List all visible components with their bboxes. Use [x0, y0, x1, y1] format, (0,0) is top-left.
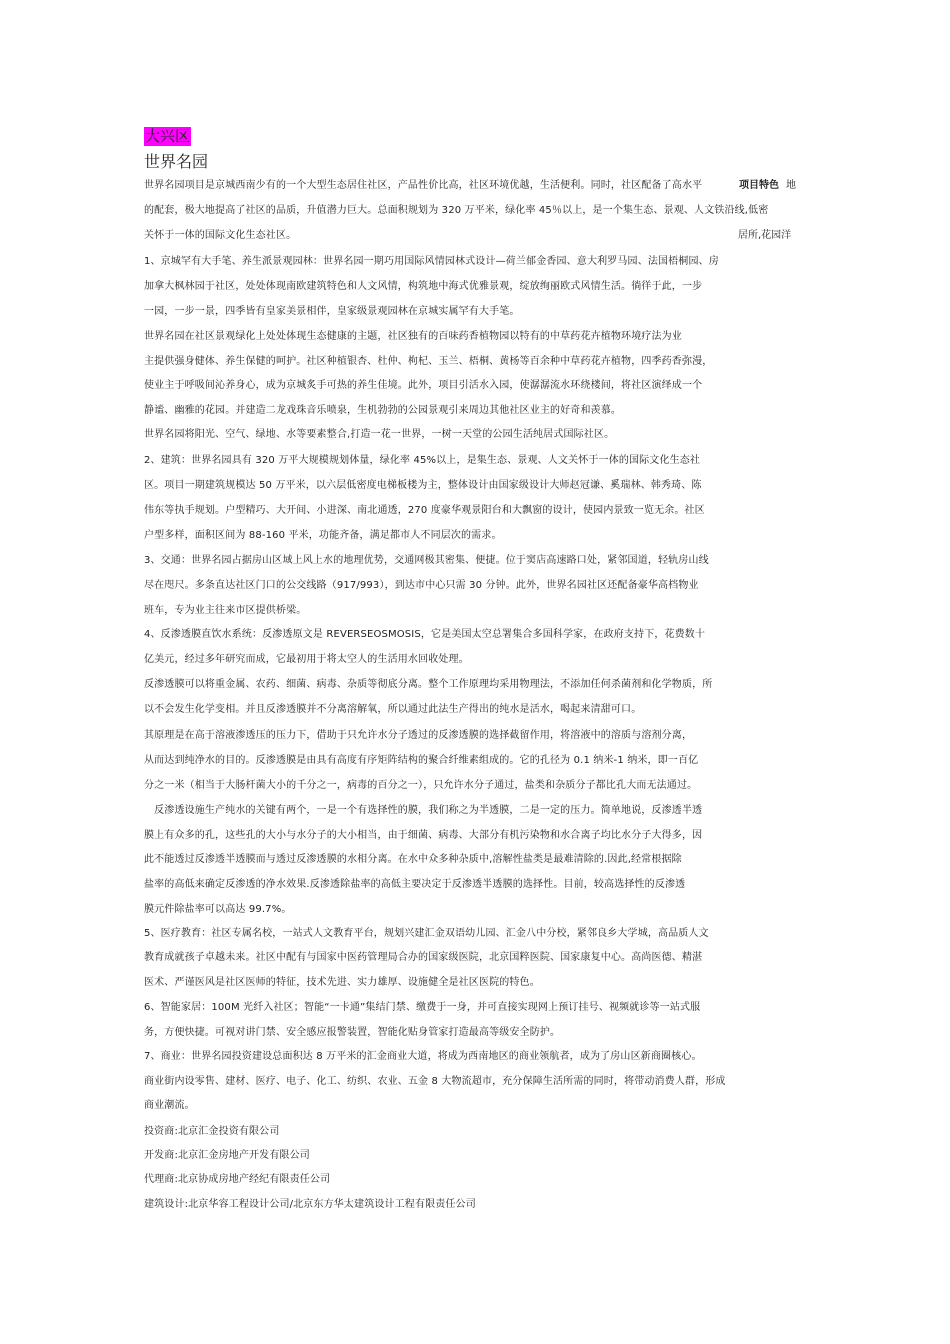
- body-line: 其原理是在高于溶液渗透压的压力下，借助于只允许水分子透过的反渗透膜的选择截留作用，将溶液中的溶质与溶剂分离，: [144, 730, 693, 741]
- body-line: 商业潮流。: [144, 1100, 195, 1111]
- body-line: 主提供强身健体、养生保健的呵护。社区种植银杏、杜仲、枸杞、玉兰、梧桐、黄杨等百余种中草药花卉植物，四季药香弥漫，: [144, 356, 713, 367]
- body-line: 伟东等执手规划。户型精巧、大开间、小进深、南北通透，270 度豪华观景阳台和大飘窗的设计，使园内景致一览无余。社区: [144, 505, 705, 516]
- body-line: 7、商业：世界名园投资建设总面积达 8 万平米的汇金商业大道，将成为西南地区的商业领航者，成为了房山区新商圈核心。: [144, 1051, 702, 1062]
- body-line: 反渗透膜可以将重金属、农药、细菌、病毒、杂质等彻底分离。整个工作原理均采用物理法，不添加任何杀菌剂和化学物质，所: [144, 679, 713, 690]
- body-line: 开发商:北京汇金房地产开发有限公司: [144, 1150, 310, 1161]
- body-line: 从而达到纯净水的目的。反渗透膜是由具有高度有序矩阵结构的聚合纤维素组成的。它的孔径为 0.1 纳米-1 纳米，即一百亿: [144, 755, 699, 766]
- body-line: 3、交通：世界名园占据房山区域上风上水的地理优势，交通网极其密集、便捷。位于窦店高速路口处，紧邻国道，轻轨房山线: [144, 555, 709, 566]
- body-line: 1、京城罕有大手笔、养生派景观园林：世界名园一期巧用国际风情园林式设计—荷兰郁金香园、意大利罗马园、法国梧桐园、房: [144, 256, 719, 267]
- body-line: 2、建筑：世界名园具有 320 万平大规模规划体量，绿化率 45%以上，是集生态、景观、人文关怀于一体的国际文化生态社: [144, 455, 701, 466]
- body-line: 班车，专为业主往来市区提供桥梁。: [144, 605, 307, 616]
- body-line: 世界名园项目是京城西南少有的一个大型生态居住社区，产品性价比高，社区环境优越，生活便利。同时，社区配备了高水平: [144, 180, 703, 191]
- body-line: 使业主于呼吸间沁养身心，成为京城炙手可热的养生佳境。此外，项目引活水入园，使潺潺流水环绕楼间，将社区演绎成一个: [144, 380, 703, 391]
- body-line: 4、反渗透膜直饮水系统：反渗透原文是 REVERSEOSMOSIS，它是美国太空总署集合多国科学家，在政府支持下，花费数十: [144, 629, 706, 640]
- body-line: 5、医疗教育：社区专属名校，一站式人文教育平台，规划兴建汇金双语幼儿园、汇金八中分校，紧邻良乡大学城，高品质人文: [144, 928, 709, 939]
- body-line: 亿美元，经过多年研究而成，它最初用于将太空人的生活用水回收处理。: [144, 654, 469, 665]
- project-title: 世界名园: [144, 152, 209, 171]
- body-line: 户型多样，面积区间为 88-160 平米，功能齐备，满足都市人不同层次的需求。: [144, 530, 502, 541]
- body-line: 一园，一步一景，四季皆有皇家美景相伴，皇家级景观园林在京城实属罕有大手笔。: [144, 306, 520, 317]
- side-note-right: 居所,花园洋: [738, 230, 792, 241]
- body-line: 关怀于一体的国际文化生态社区。: [144, 230, 297, 241]
- body-line: 静谧、幽雅的花园。并建造二龙戏珠音乐喷泉，生机勃勃的公园景观引来周边其他社区业主的好奇和羡慕。: [144, 405, 622, 416]
- district-label: 大兴区: [145, 127, 191, 145]
- body-line: 建筑设计:北京华容工程设计公司/北京东方华太建筑设计工程有限责任公司: [144, 1199, 476, 1210]
- body-line: 以不会发生化学变相。并且反渗透膜并不分离溶解氧，所以通过此法生产得出的纯水是活水，喝起来清甜可口。: [144, 704, 642, 715]
- body-line: 世界名园将阳光、空气、绿地、水等要素整合,打造一花一世界，一树一天堂的公园生活纯居式国际社区。: [144, 429, 615, 440]
- body-line: 尽在咫尺。多条直达社区门口的公交线路（917/993），到达市中心只需 30 分钟。此外，世界名园社区还配备豪华高档物业: [144, 580, 699, 591]
- body-line: 世界名园在社区景观绿化上处处体现生态健康的主题，社区独有的百味药香植物园以特有的中草药花卉植物环境疗法为业: [144, 331, 682, 342]
- body-line: 加拿大枫林园于社区，处处体现南欧建筑特色和人文风情，构筑地中海式优雅景观，绽放绚丽欧式风情生活。徜徉于此，一步: [144, 281, 703, 292]
- body-line: 分之一米（相当于大肠杆菌大小的千分之一，病毒的百分之一），只允许水分子通过，盐类和杂质分子都比孔大而无法通过。: [144, 780, 698, 791]
- body-line: 医术、严谨医风是社区医师的特征，技术先进、实力雄厚、设施健全是社区医院的特色。: [144, 977, 540, 988]
- body-line: 的配套，极大地提高了社区的品质，升值潜力巨大。总面积规划为 320 万平米，绿化率 45％以上，是一个集生态、景观、人文铁沿线,低密: [144, 205, 769, 216]
- body-line: 区。项目一期建筑规模达 50 万平米，以六层低密度电梯板楼为主，整体设计由国家级设计大师赵冠谦、奚瑞林、韩秀琦、陈: [144, 480, 702, 491]
- body-line: 膜元件除盐率可以高达 99.7%。: [144, 904, 292, 915]
- body-line: 膜上有众多的孔，这些孔的大小与水分子的大小相当，由于细菌、病毒、大部分有机污染物和水合离子均比水分子大得多，因: [144, 830, 703, 841]
- body-line: 务，方便快捷。可视对讲门禁、安全感应报警装置，智能化贴身管家打造最高等级安全防护。: [144, 1027, 561, 1038]
- feature-label: 项目特色: [739, 180, 779, 191]
- body-line: 投资商:北京汇金投资有限公司: [144, 1126, 280, 1137]
- body-line: 商业街内设零售、建材、医疗、电子、化工、纺织、农业、五金 8 大物流超市，充分保障生活所需的同时，将带动消费人群，形成: [144, 1076, 726, 1087]
- feature-tail: 地: [786, 180, 796, 191]
- body-line: 代理商:北京协成房地产经纪有限责任公司: [144, 1174, 331, 1185]
- body-line: 反渗透设施生产纯水的关键有两个，一是一个有选择性的膜，我们称之为半透膜，二是一定的压力。简单地说，反渗透半透: [144, 805, 703, 816]
- body-line: 盐率的高低来确定反渗透的净水效果.反渗透除盐率的高低主要决定于反渗透半透膜的选择性。目前，较高选择性的反渗透: [144, 879, 686, 890]
- body-line: 教育成就孩子卓越未来。社区中配有与国家中医药管理局合办的国家级医院，北京国粹医院、国家康复中心。高尚医德、精湛: [144, 952, 703, 963]
- body-line: 此不能透过反渗透半透膜而与透过反渗透膜的水相分离。在水中众多种杂质中,溶解性盐类是最难清除的.因此,经常根据除: [144, 854, 682, 865]
- body-line: 6、智能家居：100M 光纤入社区；智能“一卡通”集结门禁、缴费于一身，并可直接实现网上预订挂号、视频就诊等一站式服: [144, 1002, 701, 1013]
